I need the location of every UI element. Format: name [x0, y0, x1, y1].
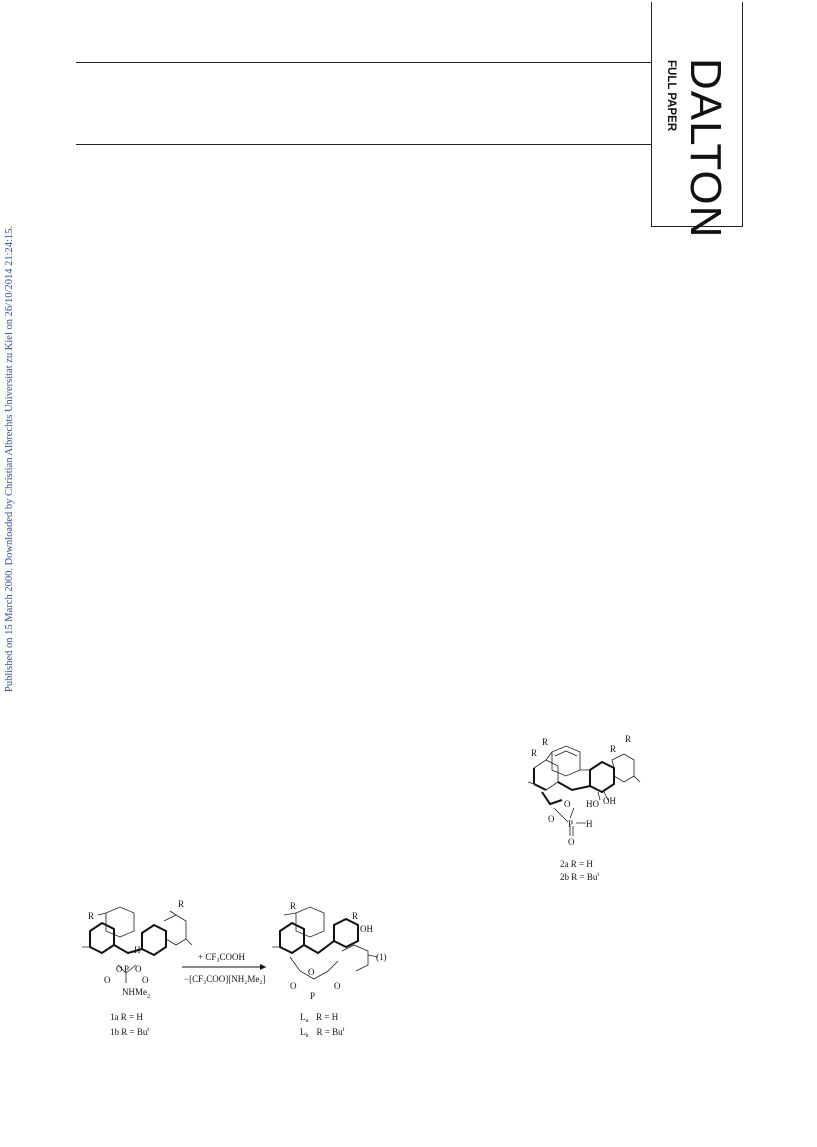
provenance-link[interactable]: Published on 15 March 2000. Downloaded by Christian Albrechts Universitat zu Kiel on 26/10/2014 21:24:15. — [4, 225, 15, 692]
product-la-id: L — [300, 1012, 306, 1022]
reactant-phosphorus: P — [124, 964, 130, 974]
reactant-amine-text: NHMe — [122, 987, 147, 997]
product-lb-sub: b — [305, 1033, 309, 1039]
product-r-right: R — [352, 911, 359, 921]
compound-2-oxygen-2: O — [548, 814, 555, 824]
compound-1b-text: R = Bu — [121, 1027, 148, 1037]
reactant-oxygen-2: O — [135, 964, 142, 974]
compound-1b-sup: t — [147, 1027, 150, 1033]
compound-2-hydroxyl-1: HO — [586, 799, 599, 809]
compound-2-oxygen-1: O — [564, 799, 571, 809]
compound-2-oxo: O — [568, 837, 575, 847]
compound-1b-label — [110, 1027, 149, 1037]
compound-1a-id: 1a — [110, 1012, 119, 1022]
product-oxygen-1: O — [290, 981, 297, 991]
compound-2a-text: R = H — [570, 859, 593, 869]
product-hydroxyl: OH — [360, 924, 373, 934]
compound-2-structure — [520, 730, 650, 890]
reagent-top: + CF₃COOH — [198, 952, 245, 962]
compound-2b-text: R = Bu — [571, 872, 598, 882]
reactant-oxygen-4: O — [142, 975, 149, 985]
reagent-bottom: −[CF₃COO][NH₂Me₂] — [184, 974, 266, 984]
header-rule-bottom — [76, 144, 651, 145]
compound-2-hydroxyl-2: OH — [603, 796, 616, 806]
compound-2-r-left: R — [531, 748, 538, 758]
reactant-hydrogen: H — [134, 945, 141, 955]
reaction-scheme — [78, 895, 408, 1050]
product-la-text: R = H — [316, 1012, 339, 1022]
compound-2-skeleton — [528, 746, 640, 836]
product-lb-id: L — [300, 1027, 306, 1037]
product-lb-text: R = Bu — [316, 1027, 343, 1037]
product-skeleton — [272, 907, 378, 979]
compound-2-phosphorus: P — [568, 819, 574, 829]
compound-2b-id: 2b — [560, 872, 569, 882]
product-r-left: R — [290, 901, 297, 911]
reactant-amine — [122, 987, 150, 1000]
reactant-amine-sub: 2 — [147, 994, 150, 1000]
compound-1a-text: R = H — [120, 1012, 143, 1022]
product-oxygen-3: O — [308, 967, 315, 977]
product-la-sub: a — [305, 1018, 309, 1024]
equation-number: (1) — [376, 952, 387, 962]
compound-2-hydrogen: H — [586, 819, 593, 829]
compound-1a-label — [110, 1012, 143, 1022]
product-oxygen-2: O — [334, 981, 341, 991]
compound-2a-id: 2a — [560, 859, 569, 869]
compound-2-r-mid-right: R — [610, 744, 617, 754]
product-lb-sup: t — [342, 1027, 345, 1033]
product-lb-label — [300, 1027, 345, 1039]
compound-2a-label — [560, 859, 593, 869]
compound-2b-label — [560, 872, 599, 882]
compound-2-r-right: R — [625, 734, 632, 744]
reactant-r-left: R — [88, 911, 95, 921]
product-phosphorus: P — [310, 991, 316, 1001]
reaction-arrowhead — [260, 964, 266, 970]
compound-2-r-mid: R — [542, 737, 549, 747]
compound-2b-sup: t — [597, 872, 600, 878]
reactant-oxygen-3: O — [104, 975, 111, 985]
journal-name: DALTON — [681, 58, 730, 239]
reactant-r-right: R — [178, 899, 185, 909]
product-la-label — [300, 1012, 339, 1024]
compound-1b-id: 1b — [110, 1027, 119, 1037]
reactant-oxygen-1: O — [116, 964, 123, 974]
header-rule-top — [76, 62, 651, 63]
paper-type-label: FULL PAPER — [665, 60, 677, 132]
